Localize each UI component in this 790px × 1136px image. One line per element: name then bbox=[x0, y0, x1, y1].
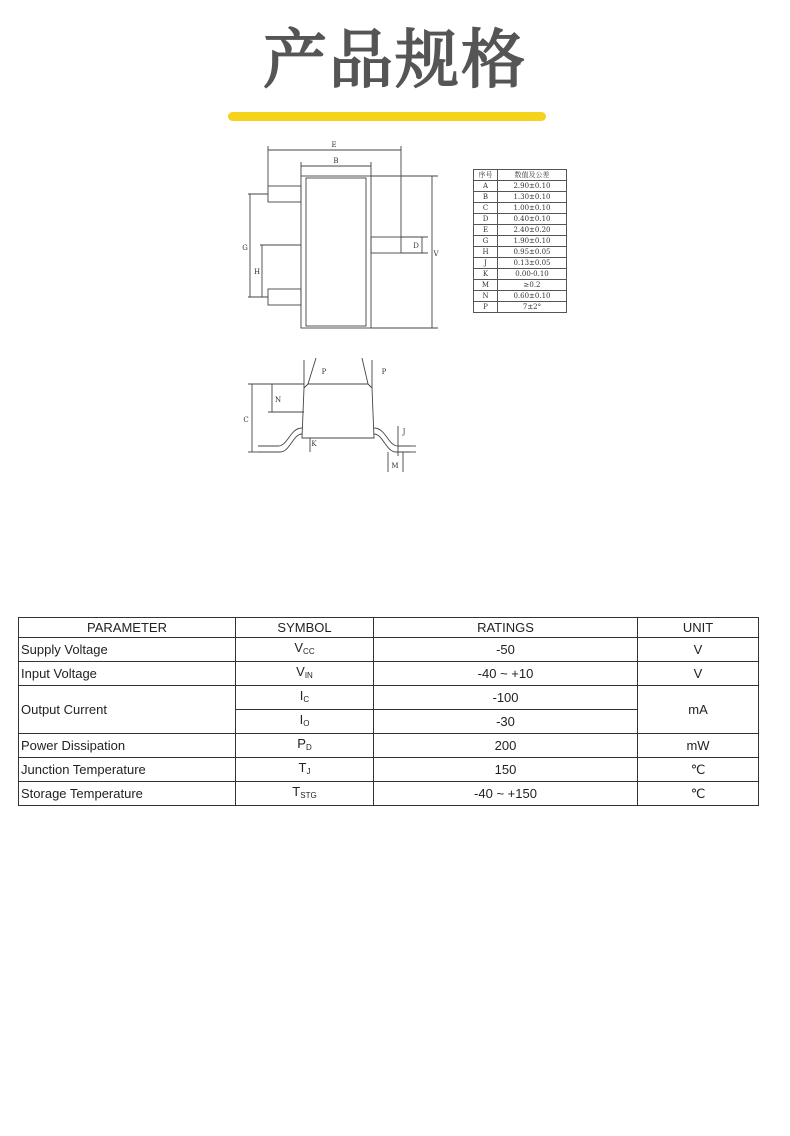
dim-value: 0.00-0.10 bbox=[498, 269, 567, 280]
param-cell: Junction Temperature bbox=[19, 758, 236, 782]
dim-key: P bbox=[474, 302, 498, 313]
unit-cell: ℃ bbox=[638, 758, 759, 782]
dim-key: G bbox=[474, 236, 498, 247]
label-N: N bbox=[274, 396, 282, 404]
dimension-table-header bbox=[474, 170, 567, 181]
header-symbol: SYMBOL bbox=[236, 618, 374, 638]
symbol-cell: $I_O$ bbox=[236, 710, 374, 734]
dim-value: 0.60±0.10 bbox=[498, 291, 567, 302]
dim-header-value: 数值及公差 bbox=[498, 170, 567, 181]
table-row bbox=[474, 302, 567, 313]
rating-cell: -100 bbox=[374, 686, 638, 710]
rating-cell: -40 ~ +10 bbox=[374, 662, 638, 686]
rating-cell: -40 ~ +150 bbox=[374, 782, 638, 806]
dim-header-index: 序号 bbox=[474, 170, 498, 181]
title-underline bbox=[228, 112, 546, 121]
label-M: M bbox=[391, 462, 399, 470]
label-B: B bbox=[333, 157, 339, 165]
symbol-cell: $T_J$ bbox=[236, 758, 374, 782]
dim-key: N bbox=[474, 291, 498, 302]
page-title: 产品规格 bbox=[263, 24, 527, 98]
dim-value: 0.95±0.05 bbox=[498, 247, 567, 258]
table-row bbox=[474, 192, 567, 203]
dim-key: M bbox=[474, 280, 498, 291]
dim-key: H bbox=[474, 247, 498, 258]
dim-value: 7±2° bbox=[498, 302, 567, 313]
param-cell: Storage Temperature bbox=[19, 782, 236, 806]
dimension-table bbox=[473, 169, 567, 313]
dim-key: B bbox=[474, 192, 498, 203]
unit-cell: V bbox=[638, 638, 759, 662]
unit-cell: mW bbox=[638, 734, 759, 758]
rating-cell: -50 bbox=[374, 638, 638, 662]
table-row bbox=[474, 236, 567, 247]
label-C: C bbox=[243, 416, 249, 424]
param-cell: Output Current bbox=[19, 686, 236, 734]
dim-key: D bbox=[474, 214, 498, 225]
table-row bbox=[474, 269, 567, 280]
symbol-cell: $V_{IN}$ bbox=[236, 662, 374, 686]
package-side-view-drawing bbox=[238, 356, 438, 486]
table-row bbox=[19, 638, 759, 662]
table-row bbox=[19, 734, 759, 758]
param-cell: Power Dissipation bbox=[19, 734, 236, 758]
symbol-cell: $V_{CC}$ bbox=[236, 638, 374, 662]
table-row bbox=[474, 203, 567, 214]
package-top-view-drawing bbox=[238, 138, 438, 338]
table-row bbox=[474, 280, 567, 291]
rating-cell: 150 bbox=[374, 758, 638, 782]
dim-key: C bbox=[474, 203, 498, 214]
table-row bbox=[474, 247, 567, 258]
dim-value: 2.40±0.20 bbox=[498, 225, 567, 236]
table-row bbox=[19, 758, 759, 782]
symbol-cell: $I_C$ bbox=[236, 686, 374, 710]
label-V: V bbox=[433, 250, 439, 258]
rating-cell: -30 bbox=[374, 710, 638, 734]
dim-key: J bbox=[474, 258, 498, 269]
label-P-right: P bbox=[381, 368, 387, 376]
header-unit: UNIT bbox=[638, 618, 759, 638]
dim-value: 1.30±0.10 bbox=[498, 192, 567, 203]
label-D: D bbox=[413, 242, 419, 250]
unit-cell: ℃ bbox=[638, 782, 759, 806]
table-row bbox=[474, 181, 567, 192]
symbol-cell: $P_D$ bbox=[236, 734, 374, 758]
table-row bbox=[474, 214, 567, 225]
dim-value: 0.40±0.10 bbox=[498, 214, 567, 225]
table-row bbox=[19, 662, 759, 686]
rating-cell: 200 bbox=[374, 734, 638, 758]
unit-cell: V bbox=[638, 662, 759, 686]
dim-key: E bbox=[474, 225, 498, 236]
label-K: K bbox=[311, 440, 317, 448]
symbol-cell: $T_{STG}$ bbox=[236, 782, 374, 806]
header-parameter: PARAMETER bbox=[19, 618, 236, 638]
unit-cell: mA bbox=[638, 686, 759, 734]
table-row bbox=[474, 291, 567, 302]
label-J: J bbox=[402, 428, 406, 436]
dim-key: K bbox=[474, 269, 498, 280]
table-row bbox=[19, 782, 759, 806]
dim-key: A bbox=[474, 181, 498, 192]
dim-value: 2.90±0.10 bbox=[498, 181, 567, 192]
dim-value: 0.13±0.05 bbox=[498, 258, 567, 269]
dim-value: 1.90±0.10 bbox=[498, 236, 567, 247]
label-G: G bbox=[242, 244, 248, 252]
table-row bbox=[474, 225, 567, 236]
param-cell: Input Voltage bbox=[19, 662, 236, 686]
table-row bbox=[474, 258, 567, 269]
ratings-table bbox=[18, 617, 759, 806]
label-P-left: P bbox=[321, 368, 327, 376]
param-cell: Supply Voltage bbox=[19, 638, 236, 662]
dim-value: 1.00±0.10 bbox=[498, 203, 567, 214]
table-row bbox=[19, 686, 759, 710]
header-ratings: RATINGS bbox=[374, 618, 638, 638]
dim-value: ≥0.2 bbox=[498, 280, 567, 291]
label-E: E bbox=[331, 141, 337, 149]
label-H: H bbox=[253, 268, 261, 276]
ratings-table-header bbox=[19, 618, 759, 638]
